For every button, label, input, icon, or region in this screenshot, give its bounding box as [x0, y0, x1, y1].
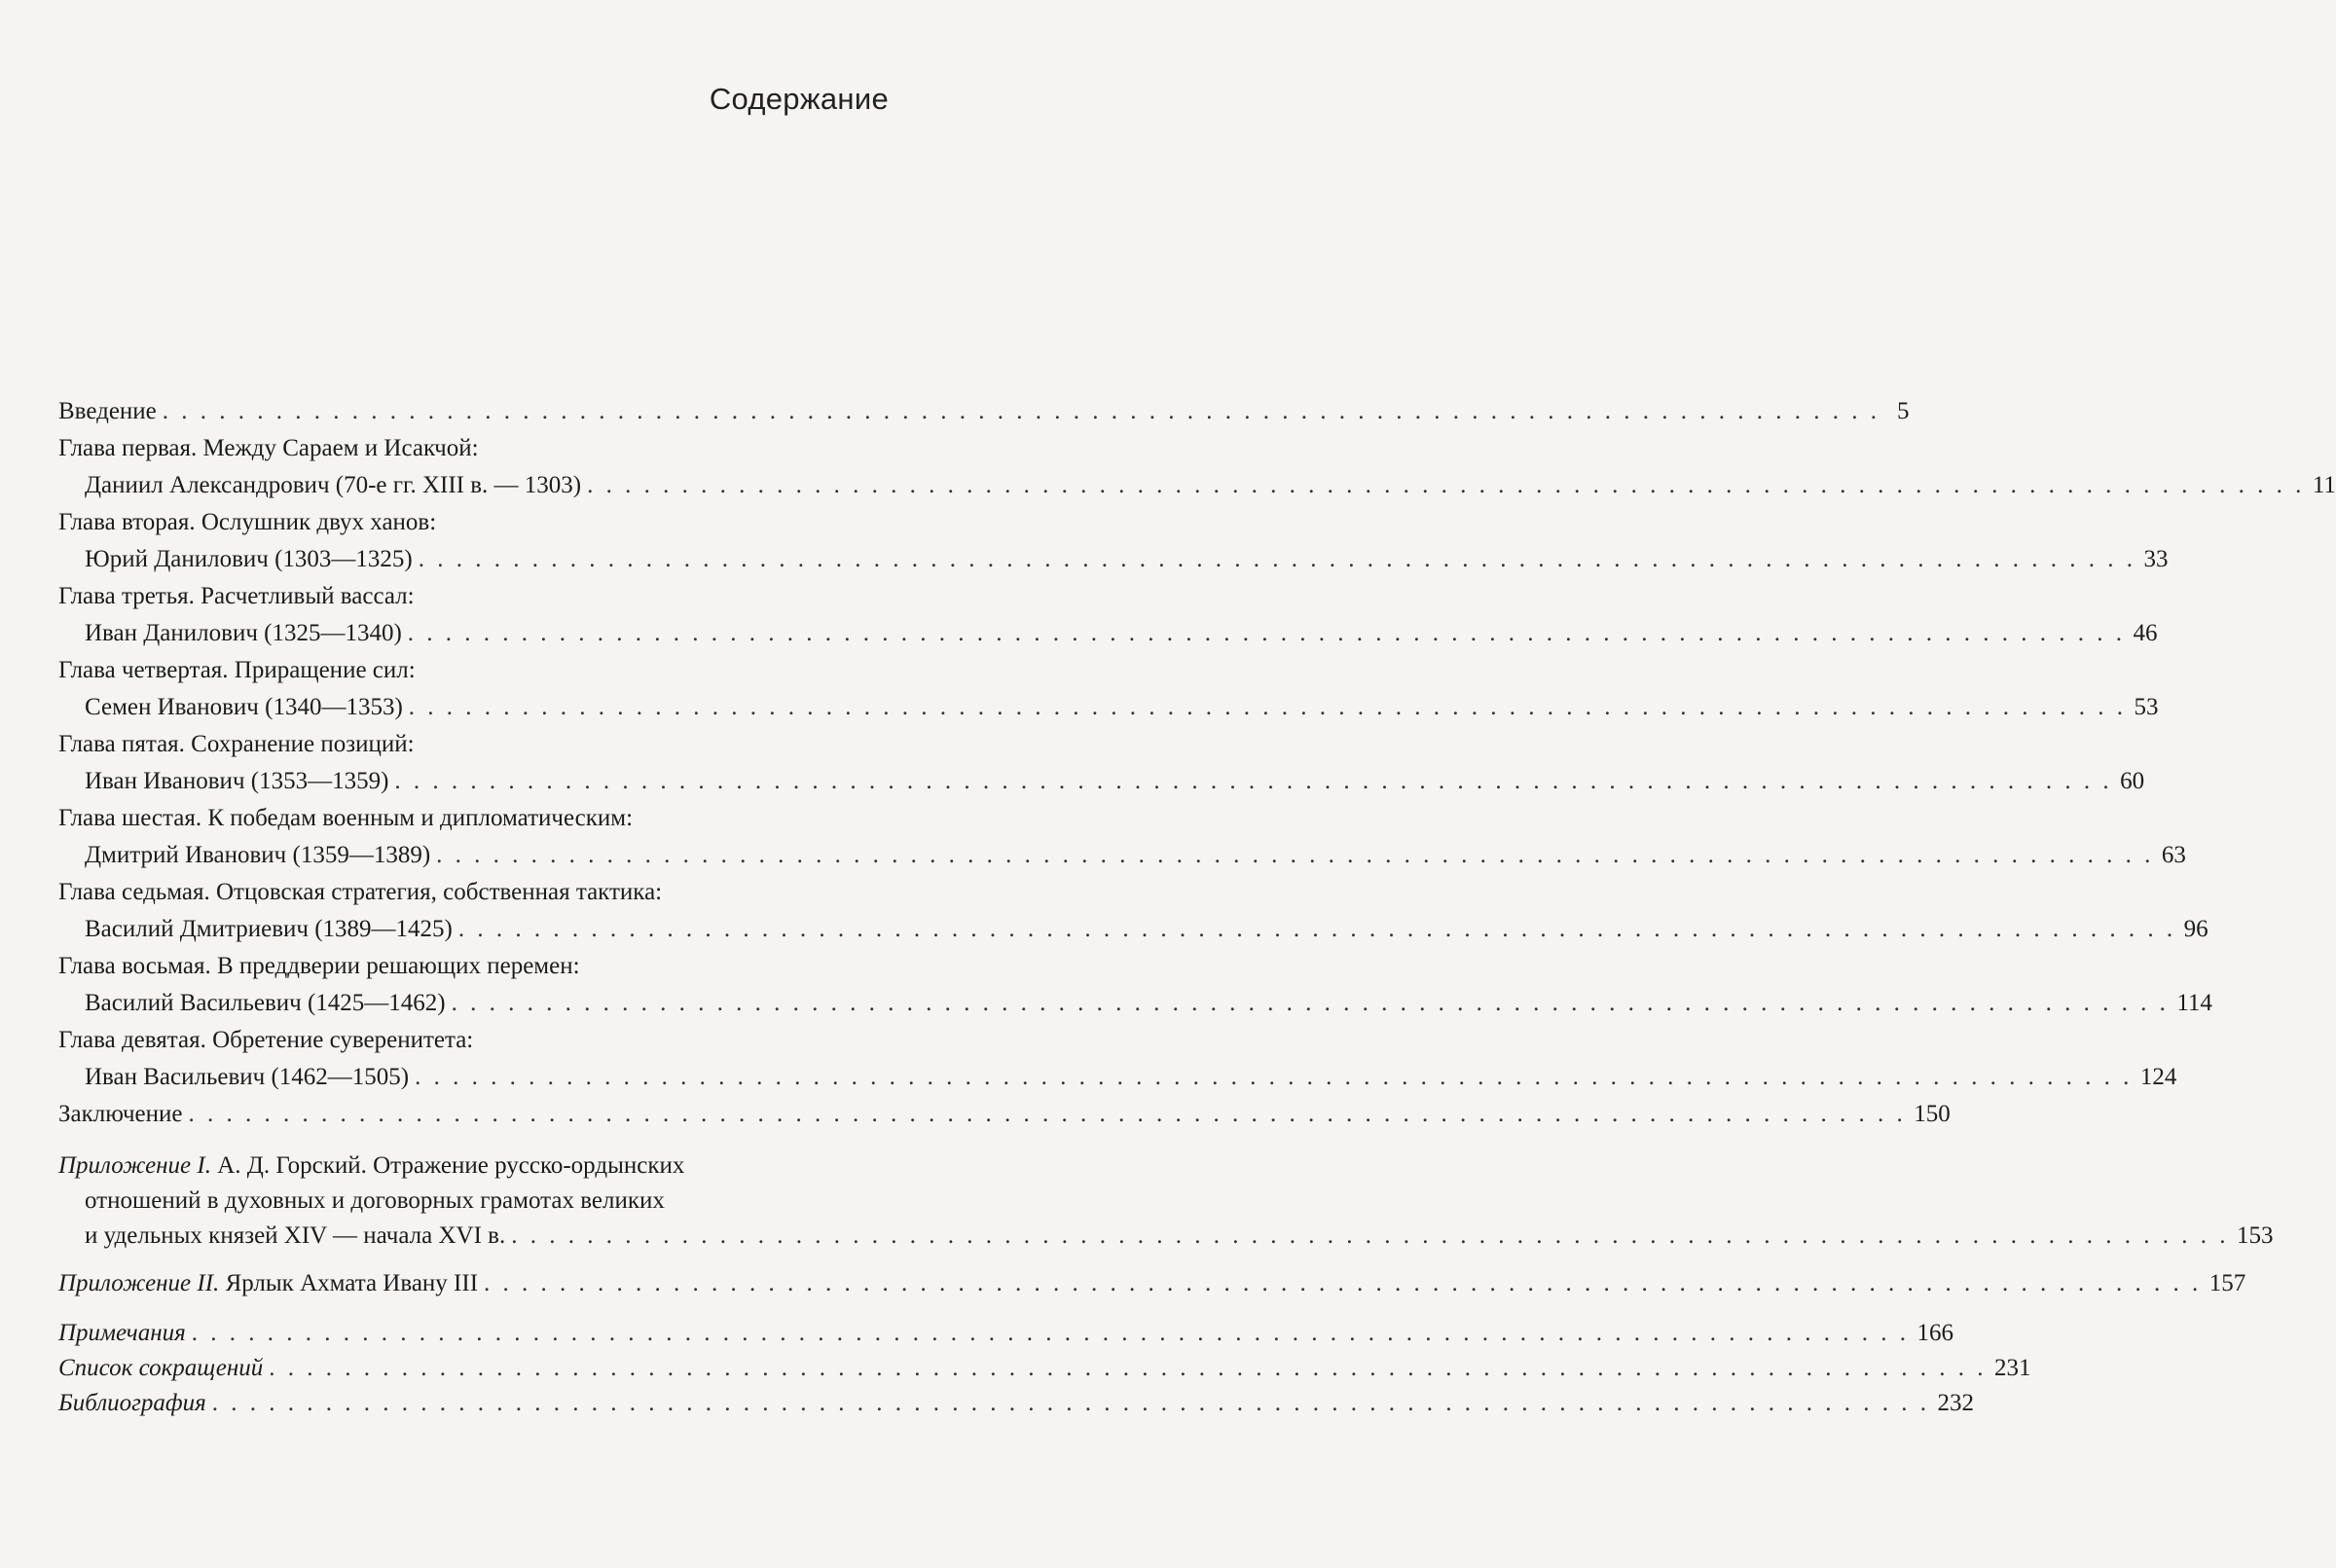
toc-line: [58, 615, 2158, 652]
toc-entry-chapter-3[interactable]: [58, 578, 2158, 652]
page-number: 46: [2133, 620, 2158, 646]
toc-line: [58, 689, 2159, 726]
section-spacer: [58, 1302, 879, 1316]
page-number: 124: [2139, 1064, 2177, 1090]
toc-entry-subtitle: Дмитрий Иванович (1359—1389): [85, 842, 431, 868]
section-spacer: [58, 1254, 879, 1265]
toc-line: [58, 837, 2186, 874]
toc-entry-title: Список сокращений: [58, 1355, 264, 1381]
toc-line: [58, 1265, 2246, 1302]
toc-entry-title: Библиография: [58, 1390, 206, 1416]
section-spacer: [58, 1133, 879, 1149]
toc-entry-subtitle: Даниил Александрович (70-е гг. XIII в. — 1303): [85, 472, 582, 498]
toc-entry-title: Глава вторая. Ослушник двух ханов:: [58, 509, 437, 535]
toc-entry-title: Глава пятая. Сохранение позиций:: [58, 731, 415, 757]
toc-line: [58, 1059, 2177, 1096]
toc-entry-bibliography[interactable]: [58, 1386, 1974, 1421]
toc-entry-continuation: отношений в духовных и договорных грамотах великих: [85, 1187, 665, 1214]
dot-leader: . . . . . . . . . . . . . . . . . . . . . . . . . . . . . . . . . . . . . . . . . . . . . . . . . . . . . . . . . . . . . . . . . . . . . . . . . . . . . . . . . . . . . . . . . . .: [188, 1101, 1907, 1127]
toc-line: [58, 911, 2208, 948]
dot-leader: . . . . . . . . . . . . . . . . . . . . . . . . . . . . . . . . . . . . . . . . . . . . . . . . . . . . . . . . . . . . . . . . . . . . . . . . . . . . . . . . . . . . . . . . . . .: [408, 694, 2127, 720]
toc-entry-subtitle: Юрий Данилович (1303—1325): [85, 546, 413, 572]
toc-entry-subtitle: Василий Дмитриевич (1389—1425): [85, 916, 453, 942]
toc-entry-title: Глава седьмая. Отцовская стратегия, собственная тактика:: [58, 879, 663, 905]
toc-entry-subtitle: Иван Васильевич (1462—1505): [85, 1064, 410, 1090]
toc-entry-chapter-1[interactable]: [58, 430, 2336, 504]
page-number: 157: [2208, 1270, 2246, 1296]
dot-leader: . . . . . . . . . . . . . . . . . . . . . . . . . . . . . . . . . . . . . . . . . . . . . . . . . . . . . . . . . . . . . . . . . . . . . . . . . . . . . . . . . . . . . . . . . . .: [191, 1320, 1910, 1346]
toc-entry-title: Глава девятая. Обретение суверенитета:: [58, 1027, 474, 1053]
page-number: 232: [1937, 1390, 1974, 1416]
toc-entry-title: Заключение: [58, 1101, 183, 1127]
toc-entry-subtitle: Василий Васильевич (1425—1462): [85, 990, 446, 1016]
toc-line: [58, 1316, 1953, 1351]
toc-entry-appendix-1[interactable]: [58, 1149, 2274, 1254]
toc-line: [58, 1096, 1951, 1133]
page-number: 5: [1897, 398, 1910, 424]
toc-line: [58, 1386, 1974, 1421]
dot-leader: . . . . . . . . . . . . . . . . . . . . . . . . . . . . . . . . . . . . . . . . . . . . . . . . . . . . . . . . . . . . . . . . . . . . . . . . . . . . . . . . . . . . . . . . . . .: [407, 620, 2126, 646]
dot-leader: . . . . . . . . . . . . . . . . . . . . . . . . . . . . . . . . . . . . . . . . . . . . . . . . . . . . . . . . . . . . . . . . . . . . . . . . . . . . . . . . . . . . . . . . . . .: [162, 398, 1880, 424]
toc-line: [58, 1149, 879, 1184]
page-number: 11: [2312, 472, 2336, 498]
appendix-label: Приложение I.: [58, 1152, 211, 1179]
dot-leader: . . . . . . . . . . . . . . . . . . . . . . . . . . . . . . . . . . . . . . . . . . . . . . . . . . . . . . . . . . . . . . . . . . . . . . . . . . . . . . . . . . . . . . . . . . .: [587, 472, 2305, 498]
toc-entry-chapter-8[interactable]: [58, 948, 2212, 1022]
page-number: 33: [2143, 546, 2169, 572]
page-number: 96: [2183, 916, 2208, 942]
page-number: 114: [2176, 990, 2212, 1016]
toc-line: [58, 467, 2336, 504]
dot-leader: . . . . . . . . . . . . . . . . . . . . . . . . . . . . . . . . . . . . . . . . . . . . . . . . . . . . . . . . . . . . . . . . . . . . . . . . . . . . . . . . . . . . . . . . . . .: [269, 1355, 1988, 1381]
toc-entry-subtitle: Семен Иванович (1340—1353): [85, 694, 403, 720]
toc-line: [58, 541, 2169, 578]
dot-leader: . . . . . . . . . . . . . . . . . . . . . . . . . . . . . . . . . . . . . . . . . . . . . . . . . . . . . . . . . . . . . . . . . . . . . . . . . . . . . . . . . . . . . . . . . . .: [211, 1390, 1930, 1416]
appendix-title: Ярлык Ахмата Ивану III: [225, 1270, 479, 1296]
dot-leader: . . . . . . . . . . . . . . . . . . . . . . . . . . . . . . . . . . . . . . . . . . . . . . . . . . . . . . . . . . . . . . . . . . . . . . . . . . . . . . . . . . . . . . . . . . .: [451, 990, 2170, 1016]
toc-entry-title: Примечания: [58, 1320, 186, 1346]
toc-entry-chapter-4[interactable]: [58, 652, 2159, 726]
toc-line: [58, 393, 1910, 430]
toc-line: [58, 985, 2212, 1022]
page-number: 53: [2134, 694, 2159, 720]
page-number: 63: [2161, 842, 2186, 868]
page-number: 60: [2120, 768, 2145, 794]
toc-entry-appendix-2[interactable]: [58, 1265, 2246, 1302]
toc-entry-notes[interactable]: [58, 1316, 1953, 1351]
toc-entry-subtitle: Иван Иванович (1353—1359): [85, 768, 389, 794]
toc-entry-title: Введение: [58, 398, 157, 424]
table-of-contents: [58, 393, 2336, 1421]
dot-leader: . . . . . . . . . . . . . . . . . . . . . . . . . . . . . . . . . . . . . . . . . . . . . . . . . . . . . . . . . . . . . . . . . . . . . . . . . . . . . . . . . . . . . . . . . . .: [418, 546, 2136, 572]
page-number: 150: [1914, 1101, 1951, 1127]
toc-line: [58, 763, 2145, 800]
toc-entry-title: Глава восьмая. В преддверии решающих перемен:: [58, 953, 580, 979]
toc-entry-conclusion[interactable]: [58, 1096, 1951, 1133]
toc-entry-chapter-7[interactable]: [58, 874, 2208, 948]
toc-line: [58, 1219, 2274, 1254]
toc-entry-title: Глава первая. Между Сараем и Исакчой:: [58, 435, 479, 461]
toc-entry-chapter-5[interactable]: [58, 726, 2145, 800]
dot-leader: . . . . . . . . . . . . . . . . . . . . . . . . . . . . . . . . . . . . . . . . . . . . . . . . . . . . . . . . . . . . . . . . . . . . . . . . . . . . . . . . . . . . . . . . . . .: [484, 1270, 2202, 1296]
toc-entry-continuation: и удельных князей XIV — начала XVI в.: [85, 1222, 506, 1249]
toc-entry-chapter-2[interactable]: [58, 504, 2169, 578]
dot-leader: . . . . . . . . . . . . . . . . . . . . . . . . . . . . . . . . . . . . . . . . . . . . . . . . . . . . . . . . . . . . . . . . . . . . . . . . . . . . . . . . . . . . . . . . . . .: [457, 916, 2176, 942]
toc-entry-chapter-6[interactable]: [58, 800, 2186, 874]
page-title: Содержание: [709, 82, 889, 116]
toc-entry-title: [58, 1265, 478, 1302]
toc-entry-title: Глава третья. Расчетливый вассал:: [58, 583, 415, 609]
page-number: 166: [1916, 1320, 1953, 1346]
dot-leader: . . . . . . . . . . . . . . . . . . . . . . . . . . . . . . . . . . . . . . . . . . . . . . . . . . . . . . . . . . . . . . . . . . . . . . . . . . . . . . . . . . . . . . . . . . .: [436, 842, 2154, 868]
dot-leader: . . . . . . . . . . . . . . . . . . . . . . . . . . . . . . . . . . . . . . . . . . . . . . . . . . . . . . . . . . . . . . . . . . . . . . . . . . . . . . . . . . . . . . . . . . .: [511, 1222, 2229, 1249]
toc-entry-introduction[interactable]: [58, 393, 1910, 430]
toc-entry-subtitle: Иван Данилович (1325—1340): [85, 620, 402, 646]
toc-entry-title: Глава четвертая. Приращение сил:: [58, 657, 416, 683]
appendix-author-title: А. Д. Горский. Отражение русско-ордынских: [217, 1152, 685, 1179]
toc-entry-abbreviations[interactable]: [58, 1351, 2031, 1386]
dot-leader: . . . . . . . . . . . . . . . . . . . . . . . . . . . . . . . . . . . . . . . . . . . . . . . . . . . . . . . . . . . . . . . . . . . . . . . . . . . . . . . . . . . . . . . . . . .: [394, 768, 2113, 794]
dot-leader: . . . . . . . . . . . . . . . . . . . . . . . . . . . . . . . . . . . . . . . . . . . . . . . . . . . . . . . . . . . . . . . . . . . . . . . . . . . . . . . . . . . . . . . . . . .: [415, 1064, 2133, 1090]
toc-entry-chapter-9[interactable]: [58, 1022, 2177, 1096]
appendix-label: Приложение II.: [58, 1270, 220, 1296]
toc-line: [58, 1351, 2031, 1386]
page-number: 231: [1994, 1355, 2031, 1381]
page-number: 153: [2236, 1222, 2274, 1249]
toc-entry-title: Глава шестая. К победам военным и дипломатическим:: [58, 805, 634, 831]
